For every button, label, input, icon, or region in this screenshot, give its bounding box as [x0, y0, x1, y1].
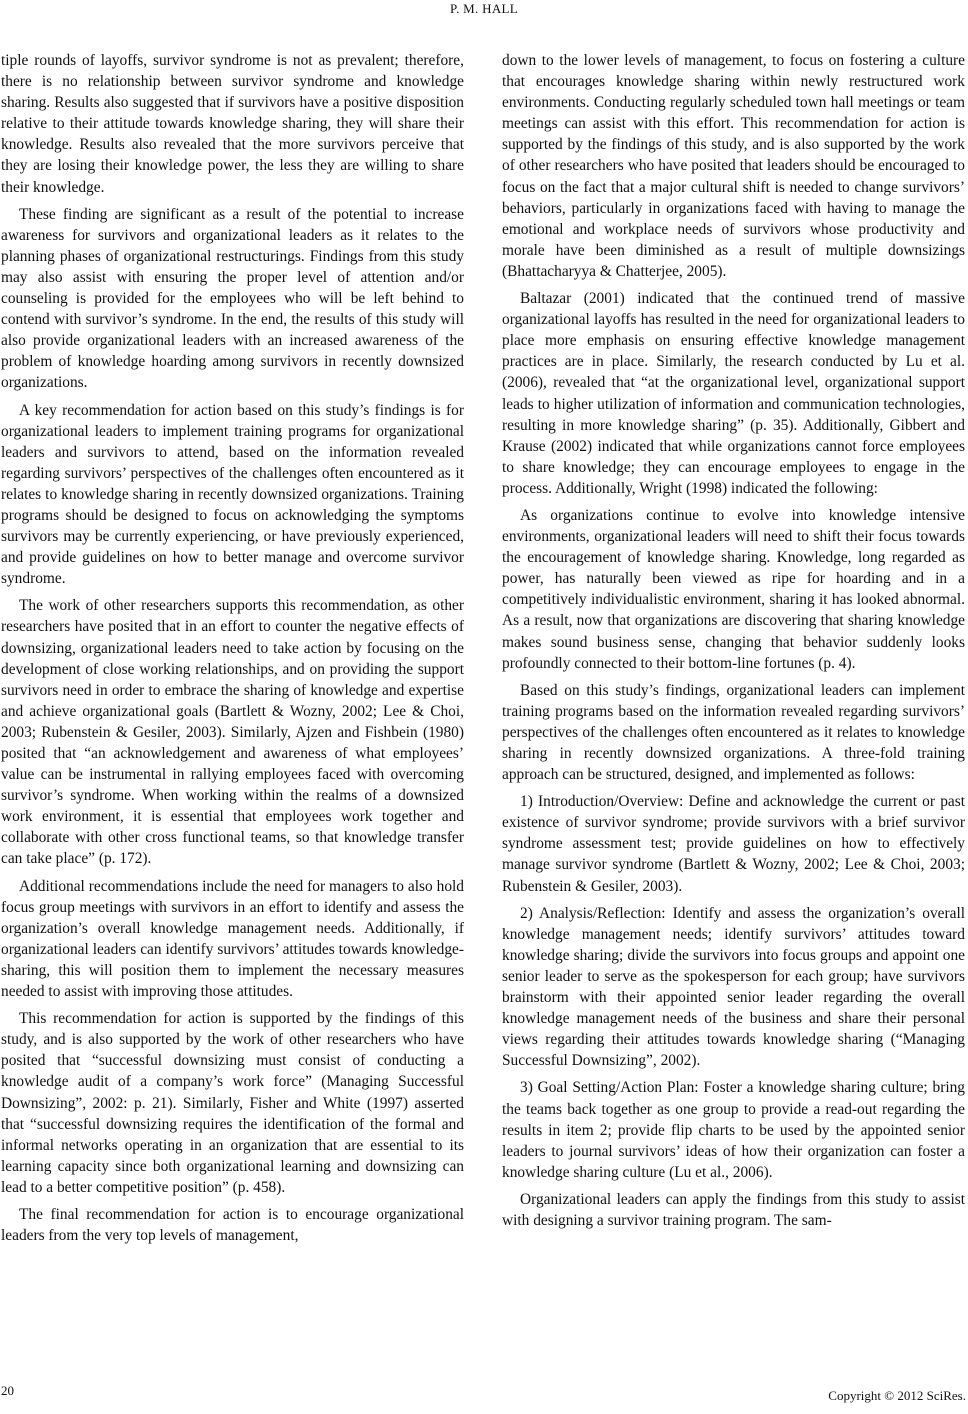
copyright-notice: Copyright © 2012 SciRes. — [828, 1388, 966, 1403]
paragraph: Based on this study’s findings, organizational leaders can implement training programs based on the information revealed regarding survivors’ perspectives of the challenges often encountered as it relates to knowledge sharing in recently downsized organizations. A three-fold training approach can be structured, designed, and implemented as follows: — [502, 681, 965, 784]
left-column — [1, 50, 464, 1252]
block-quote: As organizations continue to evolve into knowledge intensive environments, organizational leaders will need to shift their focus towards the encouragement of knowledge sharing. Knowledge, long regarded as power, has naturally been viewed as ripe for hoarding and in a competitively individualistic environment, sharing it has looked abnormal. As a result, now that organizations are discovering that sharing knowledge makes sound business sense, changing that behavior suddenly looks profoundly connected to their bottom-line fortunes (p. 4). — [502, 506, 965, 672]
paragraph: The final recommendation for action is to encourage organizational leaders from the very top levels of management, — [1, 1205, 464, 1245]
running-head: P. M. HALL — [449, 1, 518, 16]
paragraph: Organizational leaders can apply the findings from this study to assist with designing a survivor training program. The sam- — [502, 1190, 965, 1229]
paragraph: Additional recommendations include the need for managers to also hold focus group meetings with survivors in an effort to identify and assess the organization’s overall knowledge management needs. Additionally, if organizational leaders can identify survivors’ attitudes towards knowledge-sharing, this will position them to implement the necessary measures needed to assist with improving those attitudes. — [1, 877, 464, 1001]
paragraph: Baltazar (2001) indicated that the continued trend of massive organizational layoffs has resulted in the need for organizational leaders to place more emphasis on ensuring effective knowledge management practices are in place. Similarly, the research conducted by Lu et al. (2006), revealed that “at the organizational level, organizational support leads to higher utilization of information and communication technologies, resulting in more knowledge sharing” (p. 35). Additionally, Gibbert and Krause (2002) indicated that while organizations cannot force employees to share knowledge; they can encourage employees to engage in the process. Additionally, Wright (1998) indicated the following: — [502, 290, 965, 497]
paragraph: down to the lower levels of management, to focus on fostering a culture that encourages knowledge sharing within newly restructured work environments. Conducting regularly scheduled town hall meetings or team meetings can assist with this effort. This recommendation for action is supported by the findings of this study, and is also supported by the work of other researchers who have posited that leaders should be encouraged to focus on the fact that a major cultural shift is needed to change survivors’ behaviors, particularly in organizations faced with having to manage the emotional and workplace needs of survivors whose productivity and morale have been diminished as a result of multiple downsizings (Bhattacharyya & Chatterjee, 2005). — [502, 52, 965, 280]
list-item: 2) Analysis/Reflection: Identify and assess the organization’s overall knowledge management needs; identify survivors’ attitudes toward knowledge sharing; divide the survivors into focus groups and appoint one senior leader to serve as the spokesperson for each group; have survivors brainstorm with their appointed senior leader regarding the overall knowledge management needs of the business and share their personal views regarding their attitudes towards knowledge sharing (“Managing Successful Downsizing”, 2002). — [502, 904, 965, 1070]
list-item: 3) Goal Setting/Action Plan: Foster a knowledge sharing culture; bring the teams back together as one group to provide a read-out regarding the results in item 2; provide flip charts to be used by the appointed senior leaders to journal survivors’ ideas of how their organization can foster a knowledge sharing culture (Lu et al., 2006). — [502, 1079, 965, 1181]
page-number: 20 — [1, 1383, 14, 1398]
paragraph: tiple rounds of layoffs, survivor syndrome is not as prevalent; therefore, there is no relationship between survivor syndrome and knowledge sharing. Results also suggested that if survivors have a positive disposition relative to their attitude towards knowledge sharing, they will share their knowledge. Results also revealed that the more survivors perceive that they are losing their knowledge power, the less they are willing to share their knowledge. — [1, 52, 464, 196]
right-column — [502, 50, 965, 1237]
paragraph: This recommendation for action is supported by the findings of this study, and is also supported by the work of other researchers who have posited that “successful downsizing must consist of conducting a knowledge audit of a company’s work force” (Managing Successful Downsizing”, 2002: p. 21). Similarly, Fisher and White (1997) asserted that “successful downsizing requires the identification of the formal and informal networks operating in an organization that are essential to its learning capacity since both organizational learning and downsizing can lead to a better competitive position” (p. 458). — [1, 1010, 464, 1196]
paragraph: These finding are significant as a result of the potential to increase awareness for survivors and organizational leaders as it relates to the planning phases of organizational restructurings. Findings from this study may also assist with ensuring the proper level of attention and/or counseling is provided for the employees who will be left behind to contend with survivor’s syndrome. In the end, the results of this study will also provide organizational leaders with an increased awareness of the problem of knowledge hoarding among survivors in recently downsized organizations. — [1, 205, 464, 392]
list-item: 1) Introduction/Overview: Define and acknowledge the current or past existence of survivor syndrome; provide survivors with a brief survivor syndrome assessment test; provide guidelines on how to effectively manage survivor syndrome (Bartlett & Wozny, 2002; Lee & Choi, 2003; Rubenstein & Gesiler, 2003). — [502, 793, 965, 895]
paragraph: A key recommendation for action based on this study’s findings is for organizational leaders to implement training programs for organizational leaders and survivors to attend, based on the information revealed regarding survivors’ perspectives of the challenges often encountered as it relates to knowledge sharing in recently downsized organizations. Training programs should be designed to focus on acknowledging the symptoms survivors may be currently experiencing, or have previously experienced, and provide guidelines on how to better manage and overcome survivor syndrome. — [1, 401, 464, 588]
paragraph: The work of other researchers supports this recommendation, as other researchers have posited that in an effort to counter the negative effects of downsizing, organizational leaders need to take action by focusing on the development of close working relationships, and on providing the support survivors need in order to embrace the sharing of knowledge and expertise and achieve organizational goals (Bartlett & Wozny, 2002; Lee & Choi, 2003; Rubenstein & Gesiler, 2003). Similarly, Ajzen and Fishbein (1980) posited that “an acknowledgement and awareness of what employees’ value can be instrumental in rallying employees faced with overcoming survivor’s syndrome. When working within the realms of a downsized work environment, it is essential that employees work together and collaborate with other cross functional teams, so that knowledge transfer can take place” (p. 172). — [1, 597, 464, 868]
